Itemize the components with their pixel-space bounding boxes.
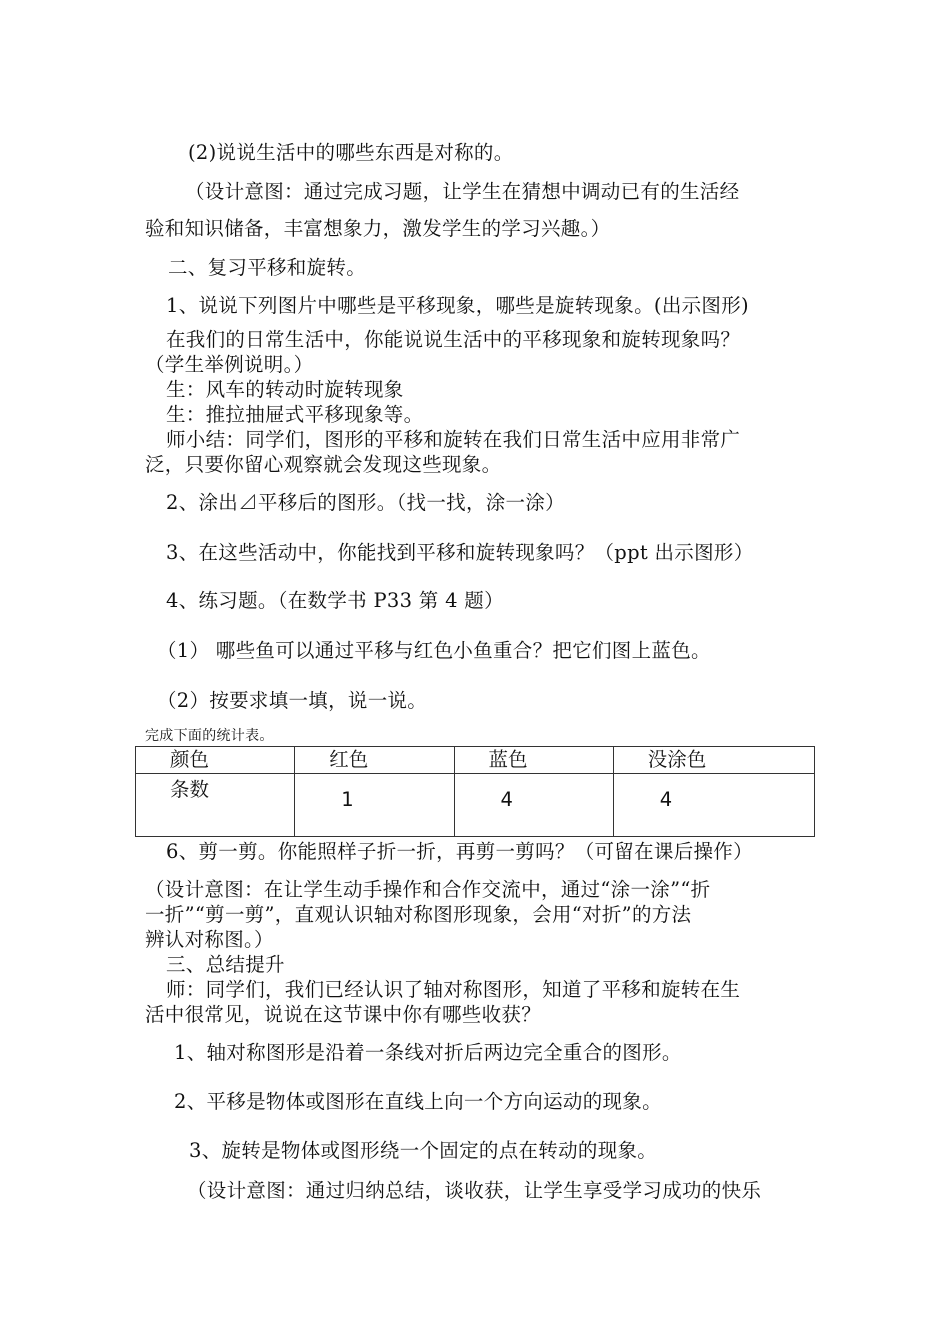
paragraph-line: 3、在这些活动中，你能找到平移和旋转现象吗？（ppt 出示图形） xyxy=(166,541,754,564)
table-header-cell: 没涂色 xyxy=(613,747,814,774)
section-heading: 二、复习平移和旋转。 xyxy=(168,256,367,279)
table-cell: 4 xyxy=(613,774,814,837)
paragraph-line: 2、平移是物体或图形在直线上向一个方向运动的现象。 xyxy=(174,1090,662,1113)
paragraph-line: 6、剪一剪。你能照样子折一折，再剪一剪吗？（可留在课后操作） xyxy=(166,840,753,863)
table-header-cell: 颜色 xyxy=(136,747,295,774)
paragraph-line: 验和知识储备，丰富想象力，激发学生的学习兴趣。） xyxy=(145,217,611,240)
paragraph-line: (2)说说生活中的哪些东西是对称的。 xyxy=(188,141,514,164)
statistics-table xyxy=(135,746,815,837)
paragraph-line: 1、轴对称图形是沿着一条线对折后两边完全重合的图形。 xyxy=(174,1041,682,1064)
paragraph-line: （设计意图：通过完成习题，让学生在猜想中调动已有的生活经 xyxy=(185,180,740,203)
paragraph-line: （学生举例说明。） xyxy=(145,353,314,376)
table-header-cell: 红色 xyxy=(295,747,454,774)
table-caption: 完成下面的统计表。 xyxy=(145,728,274,744)
section-heading: 三、总结提升 xyxy=(166,953,285,976)
table-cell: 4 xyxy=(454,774,613,837)
paragraph-line: （2）按要求填一填，说一说。 xyxy=(157,689,428,712)
table-cell: 1 xyxy=(295,774,454,837)
paragraph-line: 活中很常见，说说在这节课中你有哪些收获？ xyxy=(145,1003,542,1026)
paragraph-line: 生：推拉抽屉式平移现象等。 xyxy=(166,403,424,426)
paragraph-line: 辨认对称图。） xyxy=(145,928,274,951)
paragraph-line: 2、涂出⊿平移后的图形。（找一找，涂一涂） xyxy=(166,491,565,514)
paragraph-line: （1） 哪些鱼可以通过平移与红色小鱼重合？把它们图上蓝色。 xyxy=(157,639,711,662)
paragraph-line: 一折”“剪一剪”，直观认识轴对称图形现象，会用“对折”的方法 xyxy=(145,903,692,926)
paragraph-line: 4、练习题。（在数学书 P33 第 4 题） xyxy=(166,589,504,612)
paragraph-line: 3、旋转是物体或图形绕一个固定的点在转动的现象。 xyxy=(189,1139,658,1162)
paragraph-line: 师：同学们，我们已经认识了轴对称图形，知道了平移和旋转在生 xyxy=(166,978,741,1001)
paragraph-line: （设计意图：通过归纳总结，谈收获，让学生享受学习成功的快乐 xyxy=(187,1179,762,1202)
paragraph-line: 1、说说下列图片中哪些是平移现象，哪些是旋转现象。(出示图形) xyxy=(166,294,749,317)
table-row xyxy=(136,774,815,837)
table-cell: 条数 xyxy=(136,774,295,837)
table-header-cell: 蓝色 xyxy=(454,747,613,774)
paragraph-line: （设计意图：在让学生动手操作和合作交流中，通过“涂一涂”“折 xyxy=(145,878,711,901)
paragraph-line: 泛，只要你留心观察就会发现这些现象。 xyxy=(145,453,502,476)
table-header-row xyxy=(136,747,815,774)
paragraph-line: 生：风车的转动时旋转现象 xyxy=(166,378,404,401)
paragraph-line: 师小结：同学们，图形的平移和旋转在我们日常生活中应用非常广 xyxy=(166,428,741,451)
paragraph-line: 在我们的日常生活中，你能说说生活中的平移现象和旋转现象吗？ xyxy=(166,328,741,351)
